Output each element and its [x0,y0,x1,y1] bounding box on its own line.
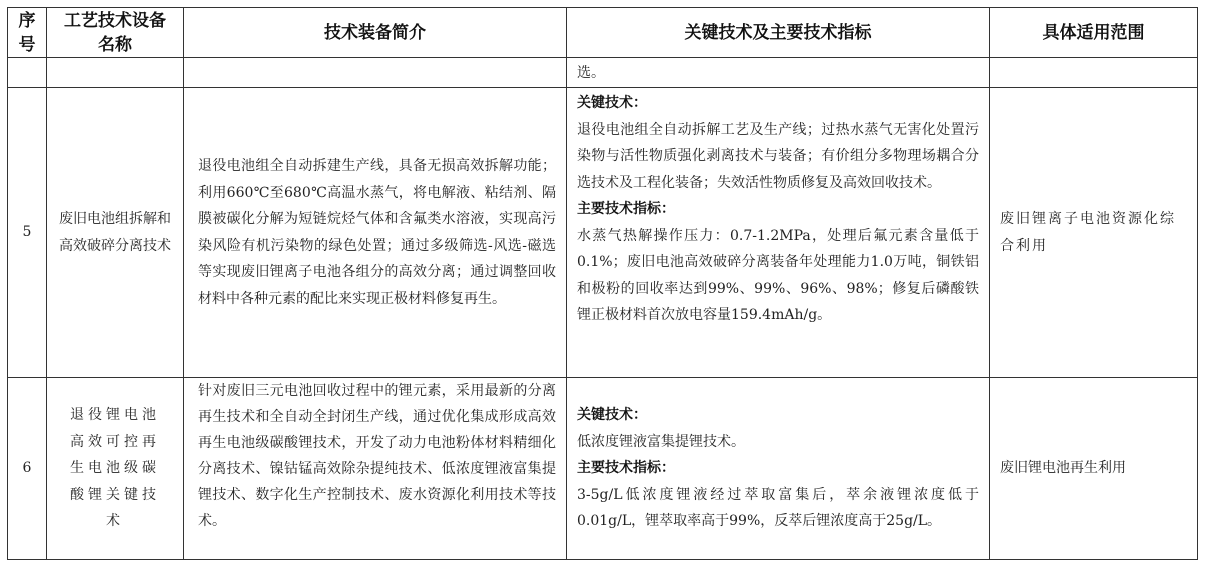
technology-table [7,7,1198,560]
row5-scope [989,87,1198,378]
row6-seq-text: 6 [22,460,32,477]
header-key-label: 关键技术及主要技术指标 [684,22,872,43]
row5-intro [183,87,567,378]
row6-name [46,377,184,560]
row6-index-title: 主要技术指标： [577,460,675,477]
header-scope [989,7,1198,58]
row5-key [566,87,990,378]
header-seq [7,7,47,58]
row6-key-title: 关键技术： [577,407,647,424]
header-name-label: 工艺技术设备名称 [64,10,166,55]
row5-key-text: 退役电池组全自动拆解工艺及生产线；过热水蒸气无害化处置污染物与活性物质强化剥离技术与装备；有价组分多物理场耦合分选技术及工程化装备；失效活性物质修复及高效回收技术。 [577,121,979,191]
header-seq-label: 序号 [18,10,36,55]
row5-index-text: 水蒸气热解操作压力：0.7-1.2MPa，处理后氟元素含量低于0.1%；废旧电池高效破碎分离装备年处理能力1.0万吨，铜铁铝和极粉的回收率达到99%、99%、96%、98%；修复后磷酸铁锂正极材料首次放电容量159.4mAh/g。 [577,227,979,323]
row5-intro-text: 退役电池组全自动拆建生产线，具备无损高效拆解功能；利用660℃至680℃高温水蒸气，将电解液、粘结剂、隔膜被碳化分解为短链烷烃气体和含氟类水溶液，实现高污染风险有机污染物的绿色处置；通过多级筛选-风选-磁选等实现废旧锂离子电池各组分的高效分离；通过调整回收材料中各种元素的配比来实现正极材料修复再生。 [198,158,556,307]
row5-scope-text: 废旧锂离子电池资源化综合利用 [1000,211,1176,254]
row5-index-title: 主要技术指标： [577,201,675,217]
row5-seq [7,87,47,378]
cont-seq [7,57,47,88]
row6-index-text: 3-5g/L低浓度锂液经过萃取富集后，萃余液锂浓度低于0.01g/L，锂萃取率高于99%，反萃后锂浓度高于25g/L。 [577,486,979,530]
row5-name-text: 废旧电池组拆解和高效破碎分离技术 [59,211,171,254]
row5-name [46,87,184,378]
header-scope-label: 具体适用范围 [1042,22,1145,43]
row6-scope [989,377,1198,560]
row6-seq [7,377,47,560]
row6-key-block [577,402,979,535]
row6-scope-text: 废旧锂电池再生利用 [1000,460,1126,477]
cont-intro [183,57,567,88]
cont-key [566,57,990,88]
cont-key-text: 选。 [577,65,605,81]
row6-key-text: 低浓度锂液富集提锂技术。 [577,433,745,450]
row6-name-text: 退役锂电池高效可控再生电池级碳酸锂关键技术 [70,407,160,530]
row6-key [566,377,990,560]
header-key [566,7,990,58]
cont-name [46,57,184,88]
row5-seq-text: 5 [22,224,32,241]
row5-key-title: 关键技术： [577,95,647,111]
row6-intro [183,377,567,560]
header-intro-label: 技术装备简介 [324,22,426,43]
header-name [46,7,184,58]
cont-scope [989,57,1198,88]
row6-intro-text: 针对废旧三元电池回收过程中的锂元素，采用最新的分离再生技术和全自动全封闭生产线，通过优化集成形成高效再生电池级碳酸锂技术，开发了动力电池粉体材料精细化分离技术、镍钴锰高效除杂提纯技术、低浓度锂液富集提锂技术、数字化生产控制技术、废水资源化利用技术等技术。 [198,383,556,529]
header-intro [183,7,567,58]
